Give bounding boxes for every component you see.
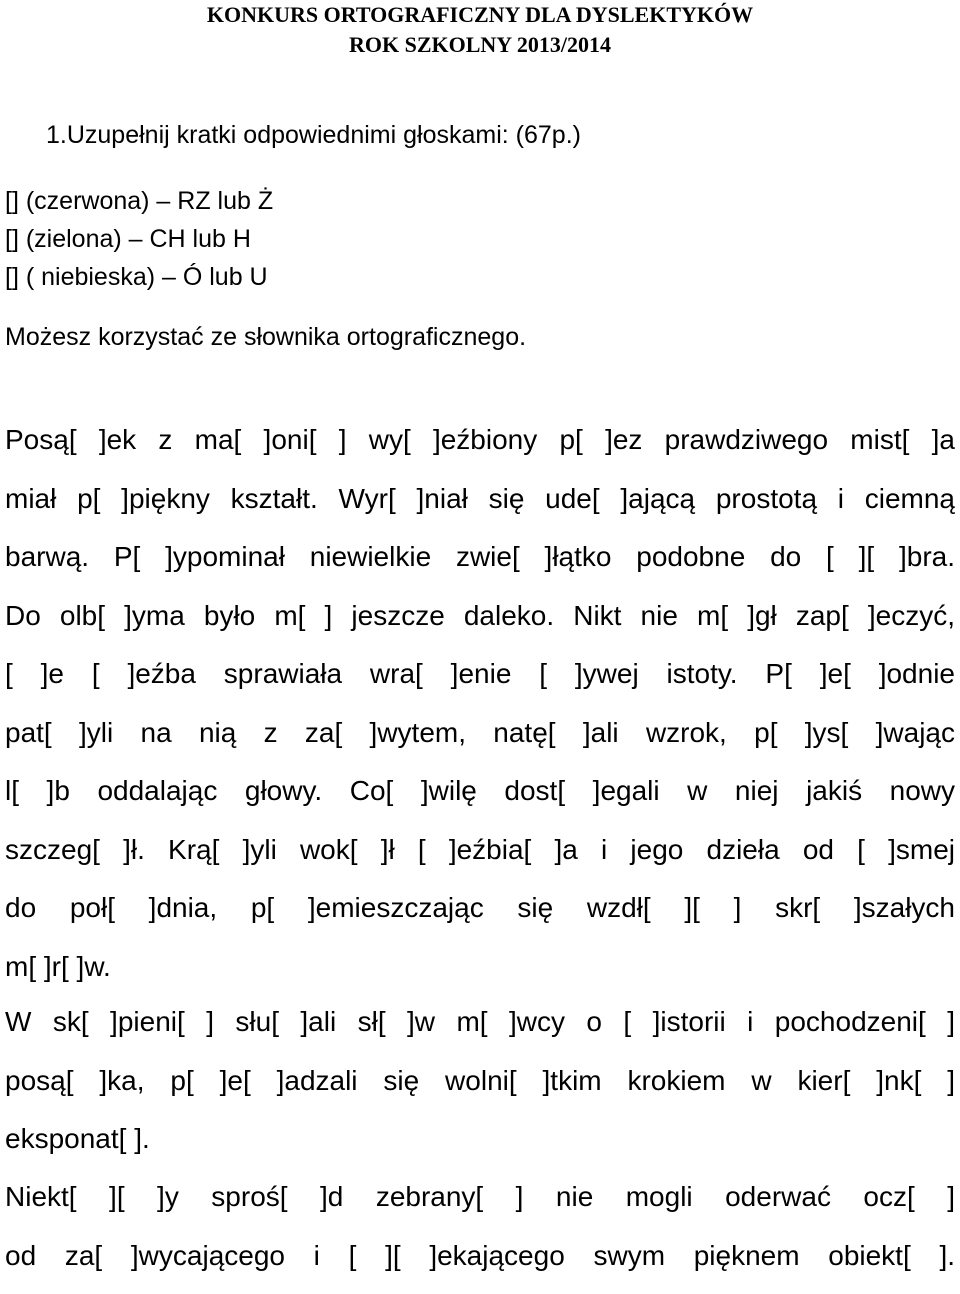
legend-item-green: [] (zielona) – CH lub H [5,220,273,258]
color-legend [5,182,273,296]
text-line: szczeg[ ]ł. Krą[ ]yli wok[ ]ł [ ]eźbia[ ]a i jego dzieła od [ ]smej [5,830,955,889]
exercise-paragraph-3 [5,1177,955,1294]
text-line: [ ]e [ ]eźba sprawiała wra[ ]enie [ ]ywej istoty. P[ ]e[ ]odnie [5,654,955,713]
dictionary-note: Możesz korzystać ze słownika ortograficznego. [5,320,526,354]
text-line: od za[ ]wycającego i [ ][ ]ekającego swym pięknem obiekt[ ]. [5,1236,955,1294]
text-line: Niekt[ ][ ]y sproś[ ]d zebrany[ ] nie mogli oderwać ocz[ ] [5,1177,955,1236]
exercise-paragraph-1 [5,420,955,1005]
text-line: do poł[ ]dnia, p[ ]emieszczając się wzdł[ ][ ] skr[ ]szałych [5,888,955,947]
text-line: miał p[ ]piękny kształt. Wyr[ ]niał się ude[ ]ającą prostotą i ciemną [5,479,955,538]
text-line: eksponat[ ]. [5,1119,955,1178]
document-title: KONKURS ORTOGRAFICZNY DLA DYSLEKTYKÓW [0,0,960,30]
school-year: ROK SZKOLNY 2013/2014 [0,30,960,60]
task-instruction: 1.Uzupełnij kratki odpowiednimi głoskami: (67p.) [46,118,581,152]
text-line: Posą[ ]ek z ma[ ]oni[ ] wy[ ]eźbiony p[ ]ez prawdziwego mist[ ]a [5,420,955,479]
exercise-paragraph-2 [5,1002,955,1178]
text-line: W sk[ ]pieni[ ] słu[ ]ali sł[ ]w m[ ]wcy o [ ]istorii i pochodzeni[ ] [5,1002,955,1061]
text-line: l[ ]b oddalając głowy. Co[ ]wilę dost[ ]egali w niej jakiś nowy [5,771,955,830]
legend-item-red: [] (czerwona) – RZ lub Ż [5,182,273,220]
text-line: posą[ ]ka, p[ ]e[ ]adzali się wolni[ ]tkim krokiem w kier[ ]nk[ ] [5,1061,955,1120]
text-line: m[ ]r[ ]w. [5,947,955,1006]
text-line: Do olb[ ]yma było m[ ] jeszcze daleko. Nikt nie m[ ]gł zap[ ]eczyć, [5,596,955,655]
text-line: pat[ ]yli na nią z za[ ]wytem, natę[ ]ali wzrok, p[ ]ys[ ]wając [5,713,955,772]
legend-item-blue: [] ( niebieska) – Ó lub U [5,258,273,296]
text-line: barwą. P[ ]ypominał niewielkie zwie[ ]łątko podobne do [ ][ ]bra. [5,537,955,596]
